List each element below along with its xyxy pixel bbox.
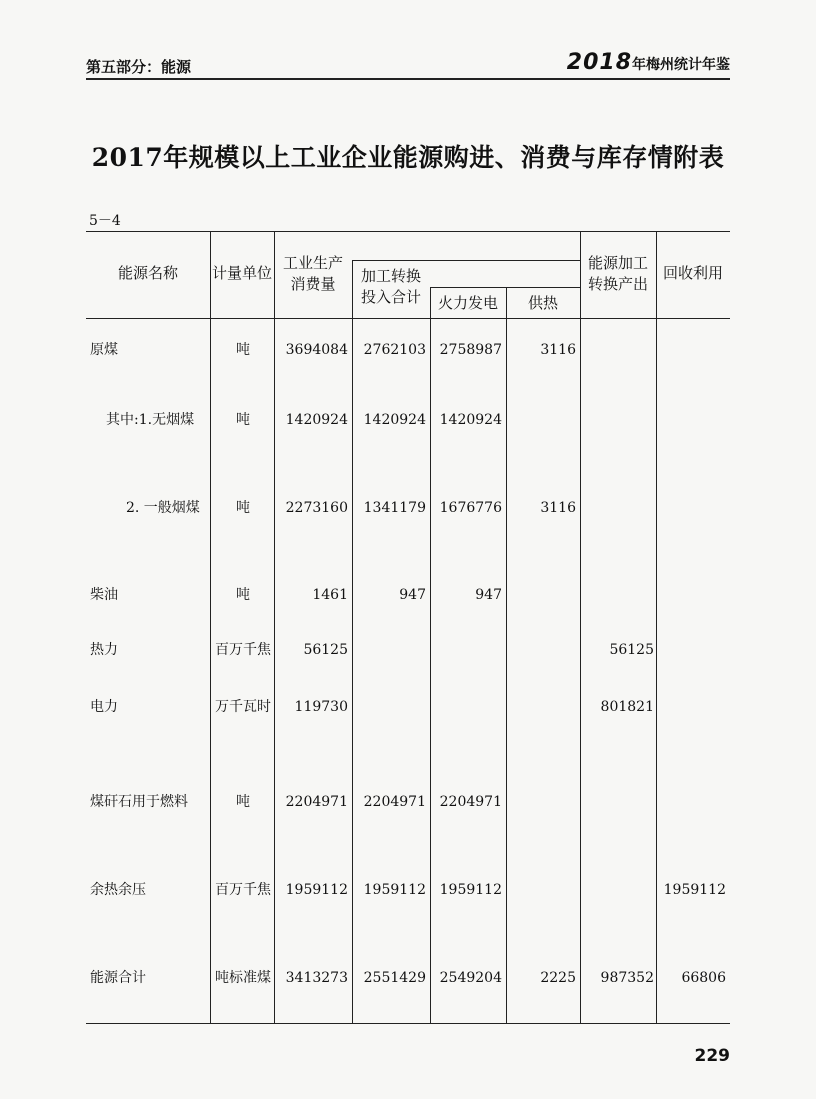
row-thermal-power: 1420924 — [439, 412, 502, 428]
row-processing-total: 1341179 — [363, 500, 426, 516]
row-name: 柴油 — [90, 587, 118, 603]
header-processing-2: 投入合计 — [360, 288, 421, 306]
running-header — [86, 52, 730, 78]
row-consumption: 3413273 — [285, 970, 348, 986]
header-heating: 供热 — [527, 294, 558, 312]
page-number: 229 — [694, 1046, 730, 1066]
row-thermal-power: 2549204 — [439, 970, 502, 986]
table-bottom-rule — [86, 1023, 730, 1024]
header-name: 能源名称 — [117, 264, 178, 282]
col-divider — [210, 231, 211, 1024]
row-recycle: 1959112 — [663, 882, 726, 898]
row-processing-total: 2204971 — [363, 794, 426, 810]
row-consumption: 3694084 — [285, 342, 348, 358]
header-thermal-power: 火力发电 — [437, 294, 498, 312]
header-sub-rule-2 — [430, 287, 580, 288]
row-name: 能源合计 — [90, 970, 146, 986]
section-label: 第五部分：能源 — [86, 58, 192, 76]
row-unit: 吨 — [236, 794, 250, 810]
col-divider — [274, 231, 275, 1024]
row-processing-total: 1420924 — [363, 412, 426, 428]
col-divider — [352, 260, 353, 1024]
header-output-2: 转换产出 — [587, 275, 648, 293]
row-unit: 吨 — [236, 412, 250, 428]
row-thermal-power: 2204971 — [439, 794, 502, 810]
page-title: 2017年规模以上工业企业能源购进、消费与库存情附表 — [91, 143, 725, 172]
row-name: 2. 一般烟煤 — [126, 500, 200, 516]
row-name: 电力 — [90, 699, 118, 715]
row-name: 煤矸石用于燃料 — [90, 794, 188, 810]
row-processing-total: 2551429 — [363, 970, 426, 986]
table-code: 5－4 — [89, 213, 121, 229]
header-unit: 计量单位 — [211, 264, 272, 282]
energy-table — [86, 231, 730, 1024]
row-consumption: 2273160 — [285, 500, 348, 516]
yearbook-name: 年梅州统计年鉴 — [632, 57, 730, 73]
row-consumption: 2204971 — [285, 794, 348, 810]
row-conversion-output: 801821 — [600, 699, 654, 715]
row-name: 其中:1.无烟煤 — [106, 412, 195, 428]
row-heating: 3116 — [540, 500, 576, 516]
yearbook-year: 2018 — [566, 50, 632, 75]
yearbook-label — [567, 50, 730, 75]
row-unit: 万千瓦时 — [215, 699, 271, 715]
row-consumption: 56125 — [303, 642, 348, 658]
header-processing-1: 加工转换 — [360, 267, 421, 285]
header-rule — [86, 78, 730, 80]
row-consumption: 1461 — [312, 587, 348, 603]
header-output-1: 能源加工 — [587, 254, 648, 272]
row-thermal-power: 947 — [475, 587, 502, 603]
header-consumption-2: 消费量 — [290, 275, 336, 293]
row-unit: 吨 — [236, 587, 250, 603]
header-sub-rule — [352, 260, 580, 261]
row-name: 余热余压 — [90, 882, 146, 898]
row-unit: 百万千焦 — [215, 882, 271, 898]
row-name: 热力 — [90, 642, 118, 658]
row-consumption: 1959112 — [285, 882, 348, 898]
col-divider — [430, 287, 431, 1024]
header-bottom-rule — [86, 318, 730, 319]
header-consumption-1: 工业生产 — [282, 254, 343, 272]
row-processing-total: 2762103 — [363, 342, 426, 358]
row-conversion-output: 56125 — [609, 642, 654, 658]
row-processing-total: 1959112 — [363, 882, 426, 898]
row-unit: 吨 — [236, 500, 250, 516]
row-thermal-power: 1676776 — [439, 500, 502, 516]
row-conversion-output: 987352 — [600, 970, 654, 986]
row-thermal-power: 2758987 — [439, 342, 502, 358]
row-heating: 3116 — [540, 342, 576, 358]
row-heating: 2225 — [540, 970, 576, 986]
row-consumption: 1420924 — [285, 412, 348, 428]
row-processing-total: 947 — [399, 587, 426, 603]
header-recycle: 回收利用 — [662, 264, 723, 282]
row-consumption: 119730 — [294, 699, 348, 715]
table-top-rule — [86, 231, 730, 232]
row-thermal-power: 1959112 — [439, 882, 502, 898]
row-unit: 百万千焦 — [215, 642, 271, 658]
col-divider — [506, 287, 507, 1024]
row-unit: 吨 — [236, 342, 250, 358]
col-divider — [656, 231, 657, 1024]
row-name: 原煤 — [90, 342, 118, 358]
row-unit: 吨标准煤 — [215, 970, 271, 986]
row-recycle: 66806 — [681, 970, 726, 986]
col-divider — [580, 231, 581, 1024]
